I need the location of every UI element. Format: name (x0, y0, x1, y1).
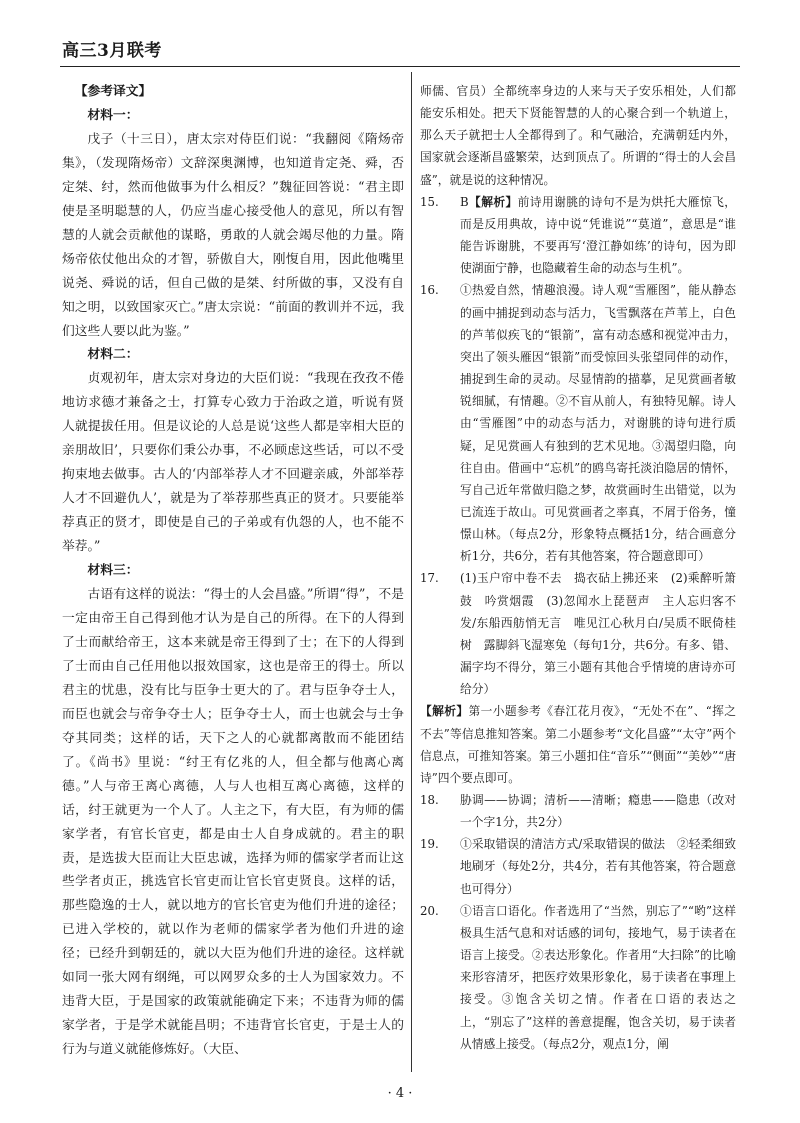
left-column (62, 80, 404, 1080)
material-3-text: 古语有这样的说法：“得士的人会昌盛。”所谓“得”，不是一定由帝王自己得到他才认为是自己的所得。在下的人得到了士而献给帝王，这本来就是帝王得到了士；在下的人得到了士而由自己任用他以报效国家，这也是帝王的得士。所以君主的忧患，没有比与臣争士更大的了。君与臣争夺士人，而臣也就会与帝争夺士人；臣争夺士人，而士也就会与士争夺其同类；这样的话，天下之人的心就都离散而不能团结了。《尚书》里说：“纣王有亿兆的人，但全都与他离心离德。”人与帝王离心离德，人与人也相互离心离德，这样的话，纣王就更为一个人了。人主之下，有大臣，有为师的儒家学者，有官长官吏，都是由士人自身成就的。君主的职责，是选拔大臣而让大臣忠诚，选择为师的儒家学者而让这些学者贞正，挑选官长官吏而让官长官吏贤良。这样的话，那些隐逸的士人，就以地方的官长官吏为他们升进的途径；已进入学校的，就以作为老师的儒家学者为他们升进的途径；已经升到朝廷的，就以大臣为他们升进的途径。这样就如同一张大网有纲绳，可以网罗众多的士人为国家效力。不违背大臣，于是国家的政策就能确定下来；不违背为师的儒家学者，于是学术就能昌明；不违背官长官吏，于是士人的行为与道义就能修炼好。（大臣、 (62, 587, 404, 1058)
answer-text: ①热爱自然，情趣浪漫。诗人观“雪雁图”，能从静态的画中捕捉到动态与活力，飞雪飘落在芦苇上，白色的芦苇似疾飞的“银箭”，富有动态感和视觉冲击力，突出了领头雁因“银箭”而受惊回头张望同伴的动作，捕捉到生命的灵动。尽显情韵的描摹，足见赏画者敏锐细腻，有情趣。②不盲从前人，有独特见解。诗人由“雪雁图”中的动态与活力，对谢朓的诗句进行质疑，足见赏画人有独到的艺术见地。③渴望归隐，向往自由。借画中“忘机”的鸥鸟寄托淡泊隐居的情怀，写自己近年常做归隐之梦，故赏画时生出错觉，以为已流连于故山。可见赏画者之率真，不屑于俗务，憧憬山林。（每点2分，形象特点概括1分，结合画意分析1分，共6分，若有其他答案，符合题意即可） (460, 283, 736, 564)
question-number: 18. (420, 793, 439, 807)
answer-text: 胁调——协调；清析——清晰；瘾患——隐患（改对一个字1分，共2分） (460, 793, 736, 830)
question-20 (420, 900, 736, 1055)
question-number: 19. (420, 837, 439, 852)
question-number: 16. (420, 283, 439, 298)
page-number: · 4 · (387, 1086, 413, 1101)
page-header (60, 28, 740, 67)
answer-text: ①语言口语化。作者选用了“当然，别忘了”“哟”这样极具生活气息和对话感的词句，接地气，易于读者在语言上接受。②表达形象化。作者用“大扫除”的比喻来形容清牙，把医疗效果形象化，易于读者在事理上接受。③饱含关切之情。作者在口语的表达之上，“别忘了”这样的善意提醒，饱含关切，易于读者从情感上接受。（每点2分，观点1分，阐 (460, 903, 736, 1051)
question-16 (420, 279, 736, 567)
question-15 (420, 191, 736, 280)
material-3-title: 材料三： (87, 563, 139, 579)
question-number: 20. (420, 903, 439, 918)
answer-letter: B (460, 194, 469, 209)
material-2-text: 贞观初年，唐太宗对身边的大臣们说：“我现在孜孜不倦地访求德才兼备之士，打算专心致力于治政之道，听说有贤人就提拔任用。但是议论的人总是说‘这些人都是宰相大臣的亲朋故旧’，只要你们秉公办事，不必顾虑这些话，可以不受拘束地去做事。古人的‘内部举荐人才不回避亲戚，外部举荐人才不回避仇人’，就是为了举荐那些真正的贤才。只要能举荐真正的贤才，即使是自己的子弟或有仇怨的人，也不能不举荐。” (62, 371, 404, 555)
question-19 (420, 833, 736, 899)
analysis-tag: 【解析】 (468, 194, 518, 209)
translation-continuation: 师儒、官员）全都统率身边的人来与天子安乐相处，人们都能安乐相处。把天下贤能智慧的人的心聚合到一个轨道上，那么天子就把士人全都得到了。和气融洽，充满朝廷内外，国家就会逐渐昌盛繁荣，达到顶点了。所谓的“得士的人会昌盛”，就是说的这种情况。 (420, 84, 736, 187)
section-title: 【参考译文】 (74, 84, 152, 99)
answer-text: ①采取错误的清洁方式/采取错误的做法 ②轻柔细致地刷牙（每处2分，共4分，若有其他答案，符合题意也可得分） (460, 837, 736, 896)
right-column (420, 80, 736, 1080)
question-17 (420, 567, 736, 700)
material-2-title: 材料二： (87, 347, 139, 363)
question-18 (420, 789, 736, 833)
header-title: 高三3月联考 (62, 41, 162, 61)
analysis-tag: 【解析】 (420, 704, 469, 719)
question-number: 17. (420, 571, 439, 586)
question-17-analysis (420, 700, 736, 789)
answer-text: (1)玉户帘中卷不去 捣衣砧上拂还来 (2)乘醉听箫鼓 吟赏烟霞 (3)忽闻水上琵琶声 主人忘归客不发/东船西舫悄无言 唯见江心秋月白/吴质不眠倚桂树 露脚斜飞湿寒兔（每句1分，共6分。有多、错、漏字均不得分，第三小题有其他合乎情境的唐诗亦可给分） (460, 571, 736, 697)
question-number: 15. (420, 194, 439, 209)
column-divider (411, 72, 412, 1072)
analysis-text: 前诗用谢朓的诗句不是为烘托大雁惊飞，而是反用典故，诗中说“凭谁说”“莫道”，意思是“谁能告诉谢朓，不要再写‘澄江静如练’的诗句，因为即使湖面宁静，也隐藏着生命的动态与生机”。 (460, 194, 737, 276)
material-1-text: 戊子（十三日），唐太宗对侍臣们说：“我翻阅《隋炀帝集》，（发现隋炀帝）文辞深奥渊博，也知道肯定尧、舜，否定桀、纣，然而他做事为什么相反？”魏征回答说：“君主即使是圣明聪慧的人，仍应当虚心接受他人的意见，所以有智慧的人就会贡献他的谋略，勇敢的人就会竭尽他的力量。隋炀帝依仗他出众的才智，骄傲自大，刚愎自用，因此他嘴里说尧、舜说的话，但自己做的是桀、纣所做的事，又没有自知之明，以致国家灭亡。”唐太宗说：“前面的教训并不远，我们这些人要以此为鉴。” (62, 131, 404, 339)
analysis-text: 第一小题参考《春江花月夜》，“无处不在”、“挥之不去”等信息推知答案。第二小题参考“文化昌盛”“太守”两个信息点，可推知答案。第三小题扣住“音乐”“侧面”“美妙”“唐诗”四个要点即可。 (420, 704, 736, 785)
material-1-title: 材料一： (87, 107, 139, 123)
